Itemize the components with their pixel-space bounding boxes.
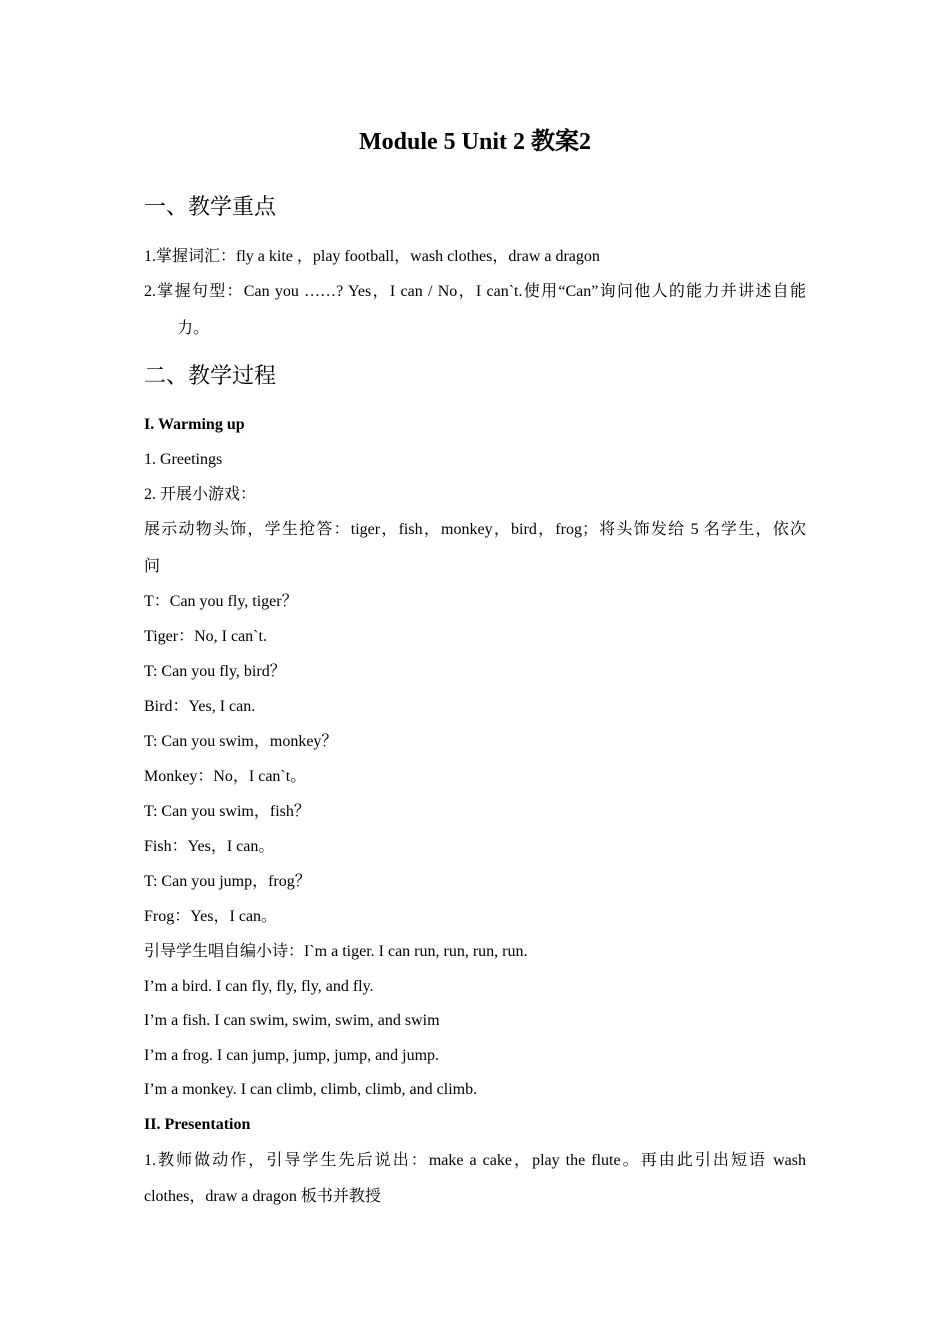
poem-line: I’m a fish. I can swim, swim, swim, and swim [144, 1012, 440, 1029]
step-greetings: 1. Greetings [144, 451, 223, 468]
dialogue-line: T: Can you swim，fish？ [144, 803, 310, 820]
dialogue-line: Fish：Yes，I can。 [144, 838, 275, 855]
subheading-warming-up: I. Warming up [144, 416, 245, 433]
step-game: 2. 开展小游戏： [144, 486, 257, 503]
dialogue-line: Monkey：No，I can`t。 [144, 768, 307, 785]
key-point-sentence-pattern: 2.掌握句型：Can you ……? Yes，I can / No，I can`t.使用“Can”询问他人的能力并讲述自能 [144, 283, 806, 300]
dialogue-line: T: Can you swim，monkey？ [144, 733, 338, 750]
poem-line: 引导学生唱自编小诗：I`m a tiger. I can run, run, run, run. [144, 943, 528, 960]
dialogue-line: T: Can you jump，frog？ [144, 873, 311, 890]
dialogue-line: T: Can you fly, bird？ [144, 663, 286, 680]
poem-line: I’m a frog. I can jump, jump, jump, and jump. [144, 1047, 440, 1064]
presentation-step-cont: clothes，draw a dragon 板书并教授 [144, 1188, 381, 1205]
poem-line: I’m a bird. I can fly, fly, fly, and fly. [144, 978, 374, 995]
dialogue-line: Bird：Yes, I can. [144, 698, 256, 715]
subheading-presentation: II. Presentation [144, 1116, 251, 1133]
dialogue-line: Tiger：No, I can`t. [144, 628, 267, 645]
poem-line: I’m a monkey. I can climb, climb, climb, and climb. [144, 1081, 478, 1098]
presentation-step: 1.教师做动作，引导学生先后说出：make a cake，play the flute。再由此引出短语 wash [144, 1152, 806, 1169]
document-title: Module 5 Unit 2 教案2 [358, 129, 591, 155]
dialogue-line: T：Can you fly, tiger？ [144, 593, 298, 610]
game-intro-cont: 问 [144, 558, 161, 575]
section-heading-key-points: 一、教学重点 [144, 194, 277, 219]
key-point-vocabulary: 1.掌握词汇：fly a kite ，play football，wash clothes，draw a dragon [144, 248, 600, 265]
game-intro: 展示动物头饰，学生抢答：tiger，fish，monkey，bird，frog；将头饰发给 5 名学生，依次 [144, 521, 806, 538]
section-heading-process: 二、教学过程 [144, 363, 277, 388]
dialogue-line: Frog：Yes，I can。 [144, 908, 278, 925]
key-point-sentence-pattern-cont: 力。 [177, 320, 210, 337]
